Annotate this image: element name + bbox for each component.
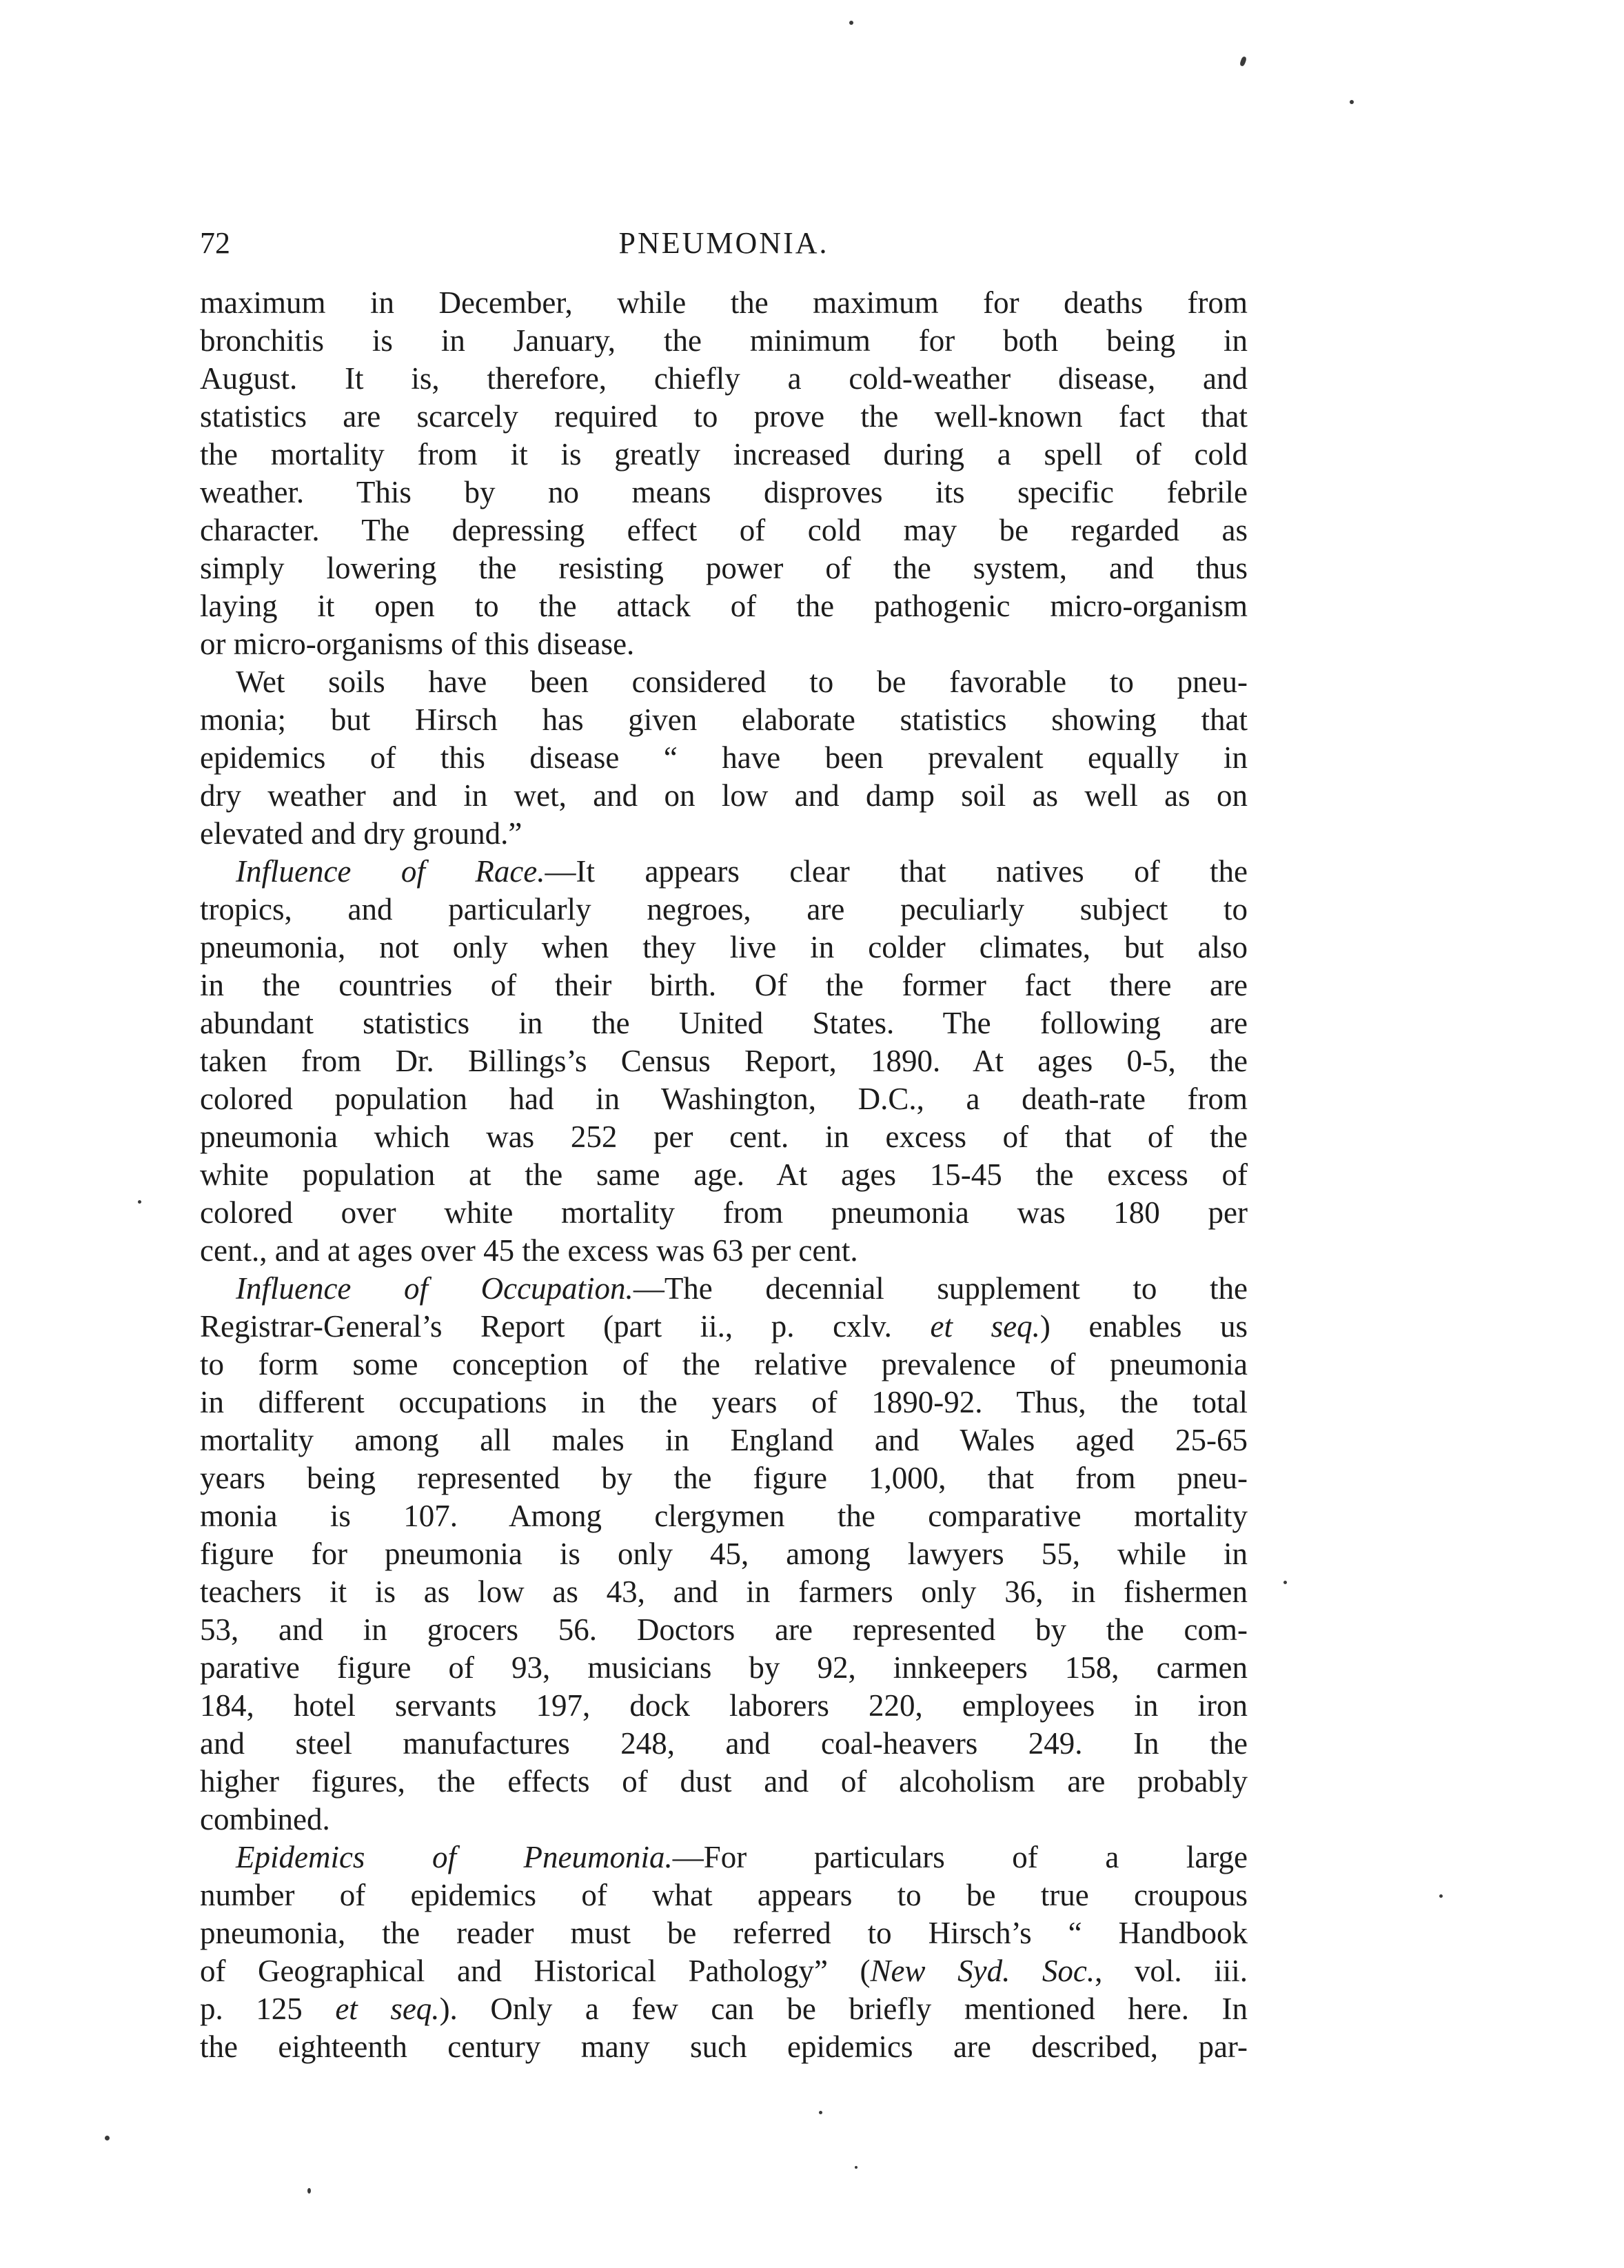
text-line: tropics, and particularly negroes, are peculiarly subject to <box>200 892 1248 927</box>
text-line: higher figures, the effects of dust and of alcoholism are probably <box>200 1764 1248 1799</box>
scan-speck <box>855 2166 857 2169</box>
text-line: teachers it is as low as 43, and in farmers only 36, in fishermen <box>200 1575 1248 1609</box>
text-line: cent., and at ages over 45 the excess was 63 per cent. <box>200 1233 858 1268</box>
scan-speck <box>1239 56 1247 67</box>
scan-speck <box>1350 100 1354 104</box>
text-line: simply lowering the resisting power of the system, and thus <box>200 551 1248 585</box>
scan-speck <box>138 1200 141 1204</box>
body-text <box>200 284 1248 2066</box>
scan-speck <box>307 2188 311 2194</box>
text-line: parative figure of 93, musicians by 92, innkeepers 158, carmen <box>200 1650 1248 1685</box>
italic-phrase: New Syd. Soc. <box>870 1954 1095 1988</box>
section-influence-of-race: Influence of Race.—It appears clear that natives of the <box>236 854 1248 889</box>
text-line: pneumonia, not only when they live in colder climates, but also <box>200 930 1248 964</box>
text-line: 184, hotel servants 197, dock laborers 220, employees in iron <box>200 1688 1248 1723</box>
text-line: Registrar-General’s Report (part ii., p. cxlv. et seq.) enables us <box>200 1309 1248 1344</box>
text-line: in the countries of their birth. Of the former fact there are <box>200 968 1248 1002</box>
text-line: maximum in December, while the maximum for deaths from <box>200 285 1248 320</box>
text-line: years being represented by the figure 1,000, that from pneu- <box>200 1461 1248 1495</box>
text-line: of Geographical and Historical Pathology” (New Syd. Soc., vol. iii. <box>200 1954 1248 1988</box>
text-line: p. 125 et seq.). Only a few can be briefly mentioned here. In <box>200 1992 1248 2026</box>
text-line: monia; but Hirsch has given elaborate statistics showing that <box>200 702 1248 737</box>
paragraph-first-line: Wet soils have been considered to be favorable to pneu- <box>236 665 1248 699</box>
text-line: character. The depressing effect of cold may be regarded as <box>200 513 1248 547</box>
section-influence-of-occupation: Influence of Occupation.—The decennial supplement to the <box>236 1271 1248 1306</box>
scan-speck <box>1283 1581 1287 1584</box>
section-epidemics-of-pneumonia: Epidemics of Pneumonia.—For particulars of a large <box>236 1840 1248 1874</box>
text-line: epidemics of this disease “ have been prevalent equally in <box>200 740 1248 775</box>
text-line: bronchitis is in January, the minimum for both being in <box>200 323 1248 358</box>
italic-phrase: Influence of Race. <box>236 854 545 889</box>
scan-speck <box>849 21 853 25</box>
running-head <box>200 219 1248 267</box>
text-line: weather. This by no means disproves its specific febrile <box>200 475 1248 509</box>
text-line: combined. <box>200 1802 330 1836</box>
text-line: white population at the same age. At ages 15-45 the excess of <box>200 1157 1248 1192</box>
text-line: laying it open to the attack of the pathogenic micro-organism <box>200 589 1248 623</box>
text-line: colored over white mortality from pneumonia was 180 per <box>200 1195 1248 1230</box>
text-line: and steel manufactures 248, and coal-heavers 249. In the <box>200 1726 1248 1761</box>
text-line: number of epidemics of what appears to be true croupous <box>200 1878 1248 1912</box>
text-line: pneumonia, the reader must be referred to Hirsch’s “ Handbook <box>200 1916 1248 1950</box>
text-line: or micro-organisms of this disease. <box>200 627 635 661</box>
scan-speck <box>105 2136 110 2140</box>
text-line: August. It is, therefore, chiefly a cold-weather disease, and <box>200 361 1248 396</box>
italic-phrase: Epidemics of Pneumonia. <box>236 1840 673 1874</box>
text-line: mortality among all males in England and Wales aged 25-65 <box>200 1423 1248 1457</box>
text-line: dry weather and in wet, and on low and damp soil as well as on <box>200 778 1248 813</box>
text-line: in different occupations in the years of 1890-92. Thus, the total <box>200 1385 1248 1419</box>
text-line: statistics are scarcely required to prove the well-known fact that <box>200 399 1248 434</box>
text-line: the eighteenth century many such epidemics are described, par- <box>200 2029 1248 2064</box>
italic-phrase: Influence of Occupation. <box>236 1271 633 1306</box>
italic-phrase: et seq. <box>335 1992 440 2026</box>
text-line: 53, and in grocers 56. Doctors are represented by the com- <box>200 1612 1248 1647</box>
page-number: 72 <box>200 226 230 260</box>
text-line: colored population had in Washington, D.C., a death-rate from <box>200 1082 1248 1116</box>
text-line: elevated and dry ground.” <box>200 816 522 851</box>
scan-speck <box>819 2111 822 2114</box>
text-line: figure for pneumonia is only 45, among lawyers 55, while in <box>200 1537 1248 1571</box>
text-line: to form some conception of the relative prevalence of pneumonia <box>200 1347 1248 1381</box>
running-title: PNEUMONIA. <box>618 226 829 260</box>
text-line: taken from Dr. Billings’s Census Report, 1890. At ages 0-5, the <box>200 1044 1248 1078</box>
scan-speck <box>1439 1894 1443 1898</box>
text-line: pneumonia which was 252 per cent. in excess of that of the <box>200 1120 1248 1154</box>
text-line: monia is 107. Among clergymen the comparative mortality <box>200 1499 1248 1533</box>
text-line: abundant statistics in the United States. The following are <box>200 1006 1248 1040</box>
italic-phrase: et seq. <box>930 1309 1040 1344</box>
text-line: the mortality from it is greatly increased during a spell of cold <box>200 437 1248 472</box>
